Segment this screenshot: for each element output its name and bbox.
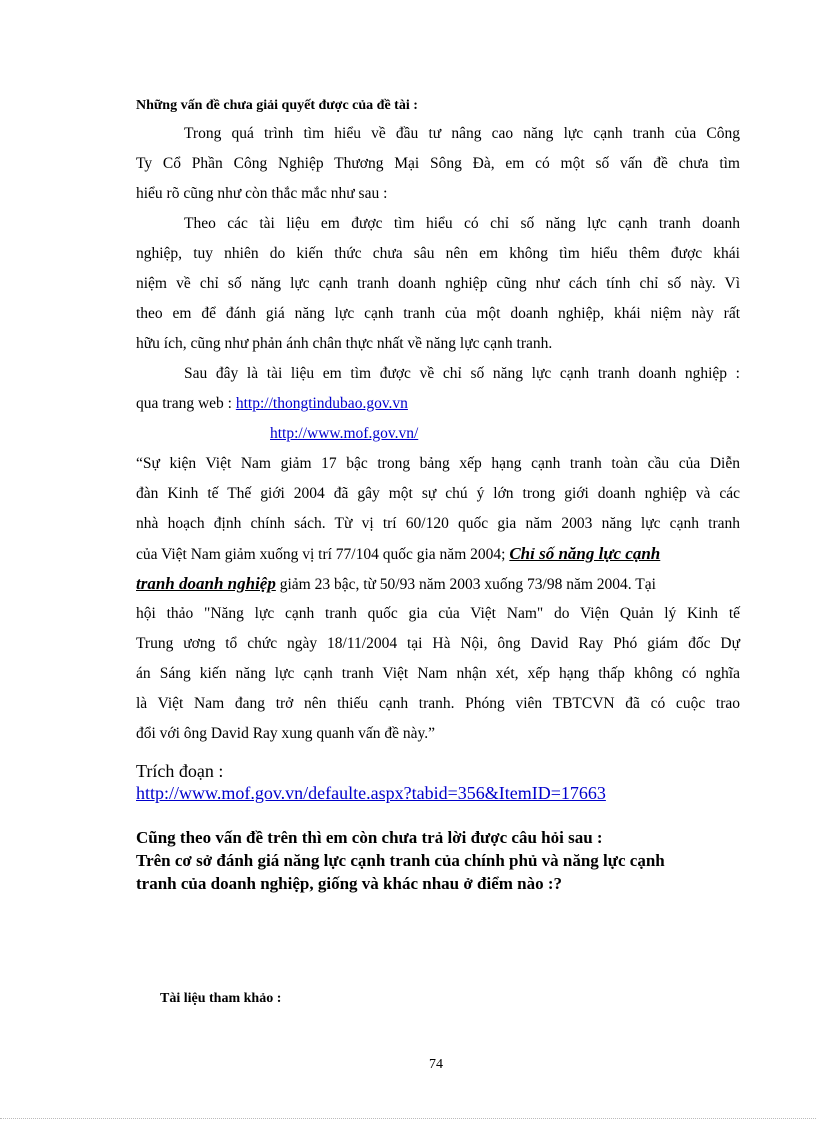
quote-line: [136, 544, 740, 565]
quote-text: giảm 23 bậc, từ 50/93 năm 2003 xuống 73/98 năm 2004. Tại: [275, 576, 656, 593]
paragraph-line: Sau đây là tài liệu em tìm được về chỉ số năng lực cạnh tranh doanh nghiệp :: [184, 365, 740, 382]
web-source-line: [136, 394, 740, 414]
excerpt-link[interactable]: http://www.mof.gov.vn/defaulte.aspx?tabid=356&ItemID=17663: [136, 783, 606, 803]
question-line: Cũng theo vấn đề trên thì em còn chưa trả lời được câu hỏi sau :: [136, 828, 603, 847]
page-bottom-divider: [0, 1118, 816, 1119]
quote-line: án Sáng kiến năng lực cạnh tranh Việt Nam nhận xét, xếp hạng thấp không có nghĩa: [136, 665, 740, 682]
source-link-mof[interactable]: http://www.mof.gov.vn/: [270, 425, 419, 442]
emphasized-term: Chỉ số năng lực cạnh: [509, 544, 661, 563]
paragraph-line: nghiệp, tuy nhiên do kiến thức chưa sâu nên em không tìm hiểu thêm được khái: [136, 245, 740, 262]
paragraph-line: Theo các tài liệu em được tìm hiểu có chỉ số năng lực cạnh tranh doanh: [184, 215, 740, 232]
quote-line: đổi với ông David Ray xung quanh vấn đề này.”: [136, 725, 436, 742]
paragraph-line: Trong quá trình tìm hiểu về đầu tư nâng cao năng lực cạnh tranh của Công: [184, 125, 740, 142]
emphasized-term: tranh doanh nghiệp: [136, 574, 276, 593]
quote-line: [136, 574, 740, 595]
paragraph-line: hữu ích, cũng như phản ánh chân thực nhất về năng lực cạnh tranh.: [136, 335, 553, 352]
quote-line: là Việt Nam đang trở nên thiếu cạnh tranh. Phóng viên TBTCVN đã có cuộc trao: [136, 695, 740, 712]
section-heading: Những vấn đề chưa giải quyết được của đề tài :: [136, 98, 418, 113]
quote-line: nhà hoạch định chính sách. Từ vị trí 60/120 quốc gia năm 2003 năng lực cạnh tranh: [136, 515, 740, 532]
source-link-thongtindubao[interactable]: http://thongtindubao.gov.vn: [235, 395, 408, 412]
web-source-label: qua trang web :: [136, 395, 236, 412]
quote-text: của Việt Nam giảm xuống vị trí 77/104 quốc gia năm 2004;: [136, 546, 510, 563]
page-number: 74: [429, 1057, 443, 1072]
paragraph-line: Ty Cổ Phần Công Nghiệp Thương Mại Sông Đà, em có một số vấn đề chưa tìm: [136, 155, 740, 172]
question-line: tranh của doanh nghiệp, giống và khác nhau ở điểm nào :?: [136, 874, 563, 893]
excerpt-label: Trích đoạn :: [136, 761, 224, 781]
quote-line: “Sự kiện Việt Nam giảm 17 bậc trong bảng xếp hạng cạnh tranh toàn cầu của Diễn: [136, 455, 740, 472]
references-heading: Tài liệu tham khảo :: [160, 991, 282, 1006]
question-line: Trên cơ sở đánh giá năng lực cạnh tranh của chính phủ và năng lực cạnh: [136, 851, 665, 870]
paragraph-line: niệm về chỉ số năng lực cạnh tranh doanh nghiệp cũng như cách tính chỉ số này. Vì: [136, 275, 740, 292]
quote-line: đàn Kinh tế Thế giới 2004 đã gây một sự chú ý lớn trong giới doanh nghiệp và các: [136, 485, 740, 502]
quote-line: hội thảo "Năng lực cạnh tranh quốc gia của Việt Nam" do Viện Quản lý Kinh tế: [136, 605, 740, 622]
paragraph-line: theo em để đánh giá năng lực cạnh tranh của một doanh nghiệp, khái niệm này rất: [136, 305, 740, 322]
quote-line: Trung ương tổ chức ngày 18/11/2004 tại Hà Nội, ông David Ray Phó giám đốc Dự: [136, 635, 740, 652]
paragraph-line: hiểu rõ cũng như còn thắc mắc như sau :: [136, 185, 388, 202]
